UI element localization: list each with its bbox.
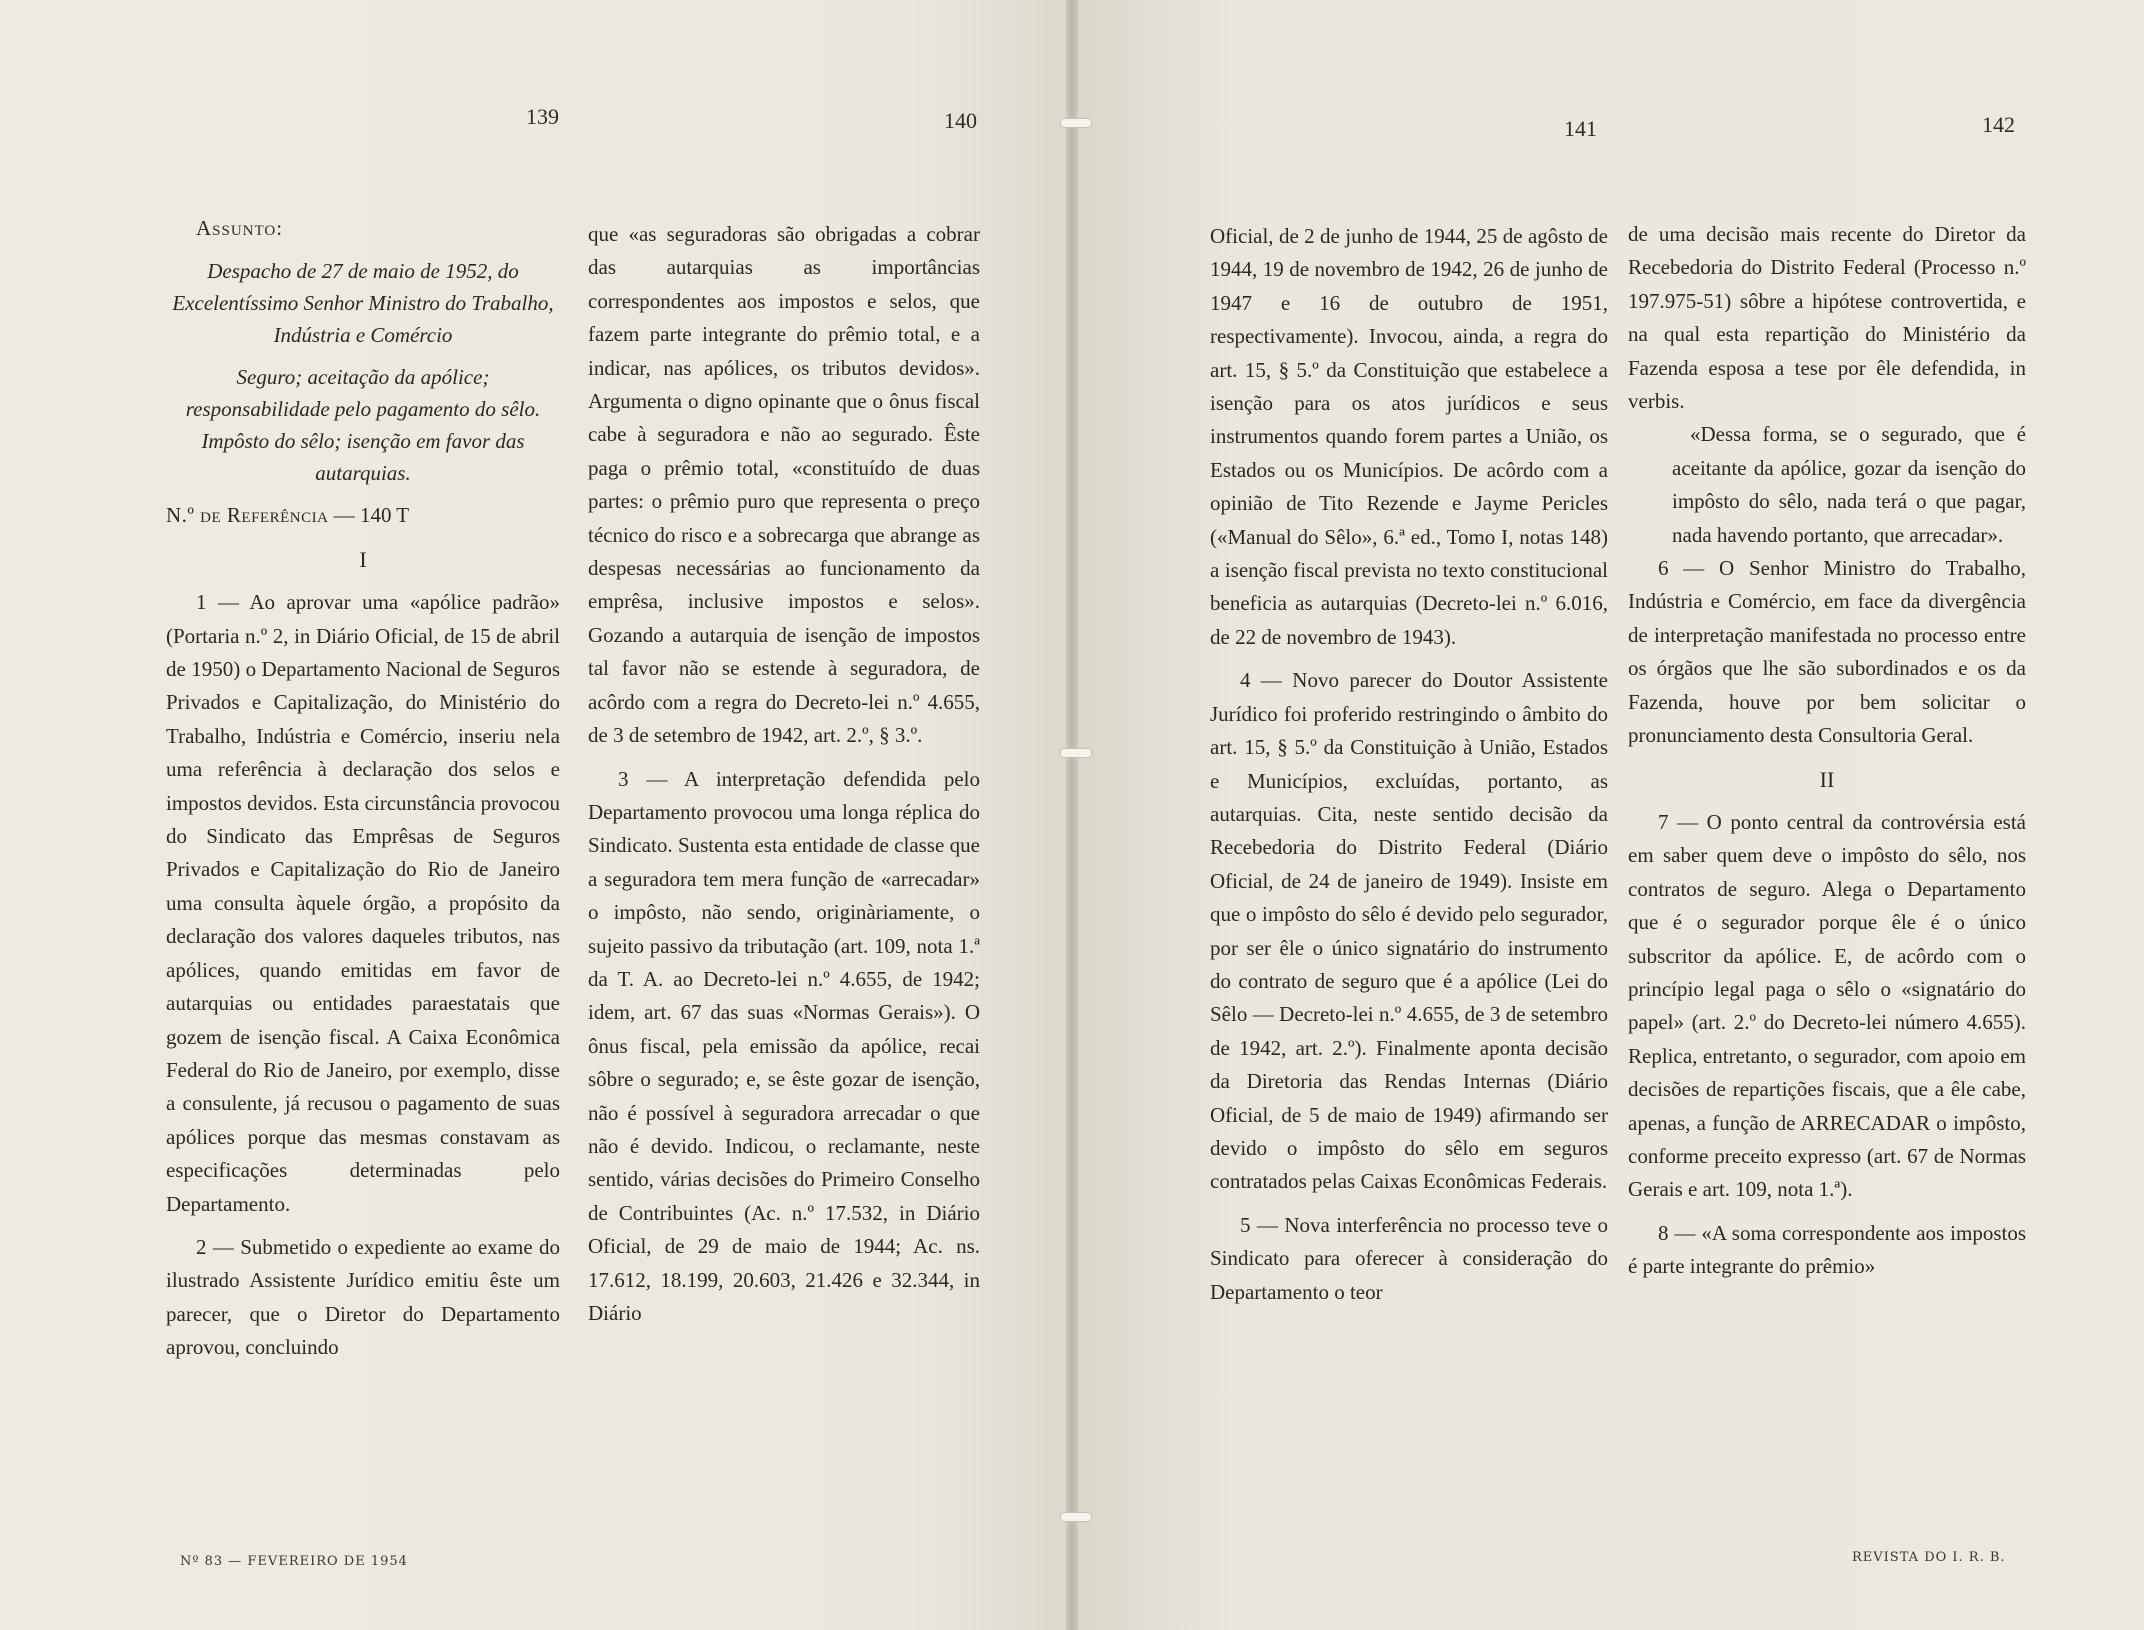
reference-number xyxy=(166,499,560,532)
paragraph-8-start: 8 — «A soma correspondente aos impostos é parte integrante do prêmio» xyxy=(1628,1220,2026,1279)
quotation xyxy=(1628,418,2026,552)
binding-staple-top xyxy=(1060,118,1092,128)
column-page-140 xyxy=(588,218,980,1330)
section-heading-ii: II xyxy=(1819,766,1835,792)
quotation-text: «Dessa forma, se o segurado, que é aceitante da apólice, gozar da isenção do impôsto do sêlo, nada terá o que pagar, nada havendo portanto, que arrecadar». xyxy=(1672,422,2026,547)
paragraph-4: 4 — Novo parecer do Doutor Assistente Jurídico foi proferido restringindo o âmbito do art. 15, § 5.º da Constituição à União, Estados e Municípios, excluídas, portanto, as autarquias. Cita, neste sentido decisão da Recebedoria do Distrito Federal (Diário Oficial, de 24 de janeiro de 1949). Insiste em que o impôsto do sêlo é devido pelo segurador, por ser êle o único signatário do instrumento do contrato de seguro que é a apólice (Lei do Sêlo — Decreto-lei n.º 4.655, de 3 de setembro de 1942, art. 2.º). Finalmente aponta decisão da Diretoria das Rendas Internas (Diário Oficial, de 5 de maio de 1949) afirmando ser devido o impôsto do sêlo em seguros contratados pelas Caixas Econômicas Federais. xyxy=(1210,668,1608,1194)
section-heading-i: I xyxy=(359,546,367,572)
paragraph-3: 3 — A interpretação defendida pelo Departamento provocou uma longa réplica do Sindicato. Sustenta esta entidade de classe que a seguradora tem mera função de «arrecadar» o impôsto, não sendo, originàriamente, o sujeito passivo da tributação (art. 109, nota 1.ª da T. A. ao Decreto-lei n.º 4.655, de 1942; idem, art. 67 das suas «Normas Gerais»). O ônus fiscal, pela emissão da apólice, recai sôbre o segurado; e, se êste gozar de isenção, não é possível à seguradora arrecadar o que não é devido. Indicou, o reclamante, neste sentido, várias decisões do Primeiro Conselho de Contribuintes (Ac. n.º 17.532, in Diário Oficial, de 29 de maio de 1944; Ac. ns. 17.612, 18.199, 20.603, 21.426 e 32.344, in Diário xyxy=(588,766,980,1325)
column-page-141 xyxy=(1210,220,1608,1309)
footer-journal: REVISTA DO I. R. B. xyxy=(1852,1550,2006,1565)
reference-value: — 140 T xyxy=(333,503,410,528)
despacho-heading: Despacho de 27 de maio de 1952, do Excelentíssimo Senhor Ministro do Trabalho, Indústria e Comércio xyxy=(172,259,554,348)
page-number-140: 140 xyxy=(944,108,977,133)
column-page-142 xyxy=(1628,218,2026,1284)
page-number-142: 142 xyxy=(1982,112,2015,137)
page-number-139: 139 xyxy=(526,104,559,129)
paragraph-5-start: 5 — Nova interferência no processo teve o Sindicato para oferecer à consideração do Departamento o teor xyxy=(1210,1212,1608,1304)
reference-label: N.º de Referência xyxy=(166,503,329,528)
footer-issue: Nº 83 — FEVEREIRO DE 1954 xyxy=(180,1554,408,1569)
paragraph-3-cont: Oficial, de 2 de junho de 1944, 25 de agôsto de 1944, 19 de novembro de 1942, 26 de junho de 1947 e 16 de outubro de 1951, respectivamente). Invocou, ainda, a regra do art. 15, § 5.º da Constituição que estabelece a isenção para os atos jurídicos e seus instrumentos quando forem partes a União, os Estados ou os Municípios. De acôrdo com a opinião de Tito Rezende e Jayme Pericles («Manual do Sêlo», 6.ª ed., Tomo I, notas 148) a isenção fiscal prevista no texto constitucional beneficia as autarquias (Decreto-lei n.º 6.016, de 22 de novembro de 1943). xyxy=(1210,224,1608,649)
ementa-heading: Seguro; aceitação da apólice; responsabilidade pelo pagamento do sêlo. Impôsto do sêlo; isenção em favor das autarquias. xyxy=(185,365,541,486)
column-page-139 xyxy=(166,212,560,1365)
paragraph-2-cont: que «as seguradoras são obrigadas a cobrar das autarquias as importâncias correspondentes aos impostos e selos, que fazem parte integrante do prêmio total, e a indicar, nas apólices, os tributos devidos». Argumenta o digno opinante que o ônus fiscal cabe à seguradora e não ao segurado. Êste paga o prêmio total, «constituído de duas partes: o prêmio puro que representa o preço técnico do risco e a sobrecarga que abrange as despesas necessárias ao funcionamento da emprêsa, inclusive impostos e selos». Gozando a autarquia de isenção de impostos tal favor não se estende à seguradora, de acôrdo com a regra do Decreto-lei n.º 4.655, de 3 de setembro de 1942, art. 2.º, § 3.º. xyxy=(588,222,980,748)
right-page xyxy=(1072,0,2144,1630)
binding-staple-bottom xyxy=(1060,1512,1092,1522)
paragraph-6: 6 — O Senhor Ministro do Trabalho, Indústria e Comércio, em face da divergência de interpretação manifestada no processo entre os órgãos que lhe são subordinados e os da Fazenda, houve por bem solicitar o pronunciamento desta Consultoria Geral. xyxy=(1628,556,2026,748)
paragraph-2-start: 2 — Submetido o expediente ao exame do ilustrado Assistente Jurídico emitiu êste um parecer, que o Diretor do Departamento aprovou, concluindo xyxy=(166,1234,560,1360)
paragraph-5-cont: de uma decisão mais recente do Diretor da Recebedoria do Distrito Federal (Processo n.º 197.975-51) sôbre a hipótese controvertida, e na qual esta repartição do Ministério da Fazenda esposa a tese por êle defendida, in verbis. xyxy=(1628,222,2026,414)
paragraph-1: 1 — Ao aprovar uma «apólice padrão» (Portaria n.º 2, in Diário Oficial, de 15 de abril de 1950) o Departamento Nacional de Seguros Privados e Capitalização, do Ministério do Trabalho, Indústria e Comércio, inseriu nela uma referência à declaração dos selos e impostos devidos. Esta circunstância provocou do Sindicato das Emprêsas de Seguros Privados e Capitalização do Rio de Janeiro uma consulta àquele órgão, a propósito da declaração dos valores daqueles tributos, nas apólices, quando emitidas em favor de autarquias ou entidades paraestatais que gozem de isenção fiscal. A Caixa Econômica Federal do Rio de Janeiro, por exemplo, disse a consulente, já recusou o pagamento de suas apólices porque das mesmas constavam as especificações determinadas pelo Departamento. xyxy=(166,590,560,1216)
page-number-141: 141 xyxy=(1564,116,1597,141)
paragraph-7: 7 — O ponto central da controvérsia está em saber quem deve o impôsto do sêlo, nos contratos de seguro. Alega o Departamento que é o segurador porque êle é o único subscritor da apólice. E, de acôrdo com o princípio legal paga o sêlo o «signatário do papel» (art. 2.º do Decreto-lei número 4.655). Replica, entretanto, o segurador, com apoio em decisões de repartições fiscais, que a êle cabe, apenas, a função de ARRECADAR o impôsto, conforme preceito expresso (art. 67 de Normas Gerais e art. 109, nota 1.ª). xyxy=(1628,809,2026,1202)
book-gutter xyxy=(1066,0,1078,1630)
binding-staple-middle xyxy=(1060,748,1092,758)
assunto-label: Assunto: xyxy=(196,216,284,240)
